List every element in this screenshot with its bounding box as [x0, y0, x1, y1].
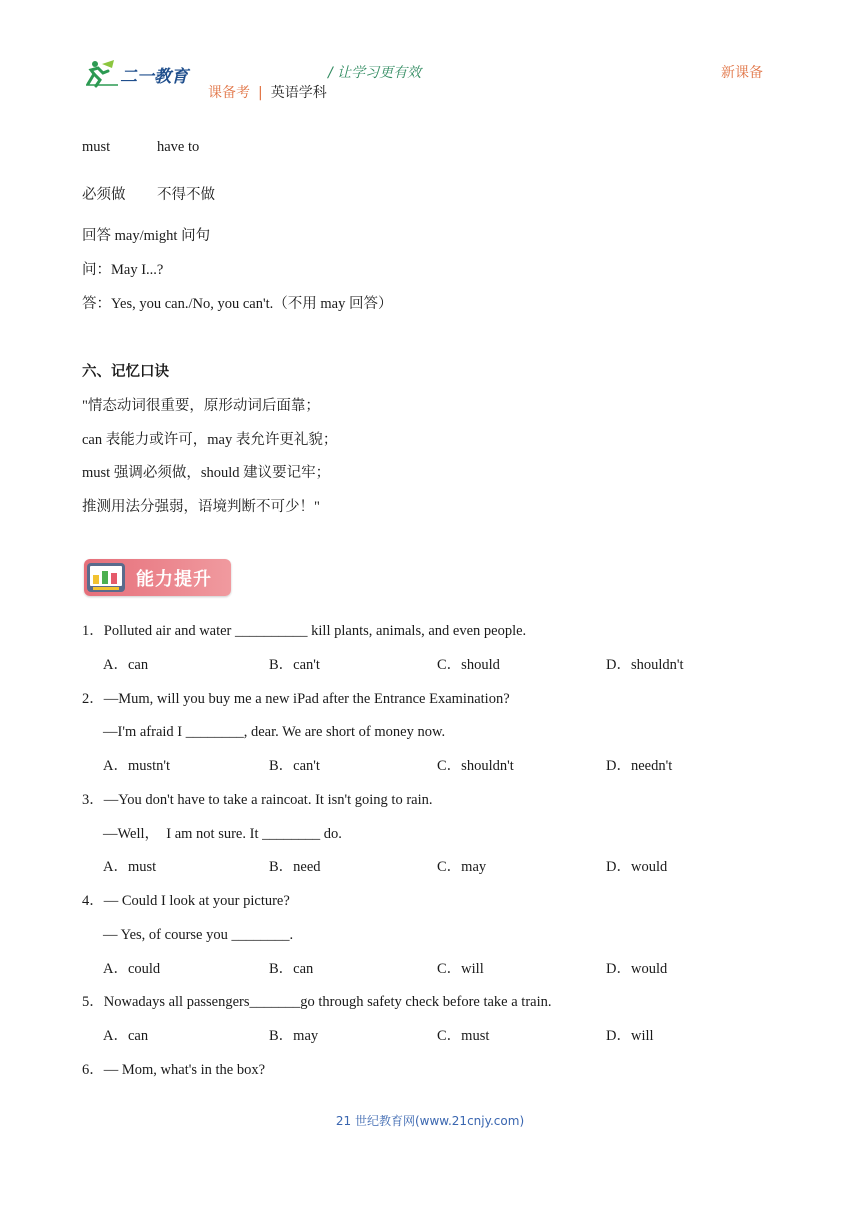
- question-number: 5．: [82, 994, 104, 1010]
- option-b[interactable]: B．may: [269, 1028, 319, 1044]
- new-course-label: 新课备: [721, 65, 763, 81]
- option-b[interactable]: B．can: [269, 961, 314, 977]
- question-number: 2．: [82, 691, 104, 707]
- option-c[interactable]: C．may: [437, 859, 487, 875]
- brand-logo: [84, 58, 190, 88]
- answer-notes-question: 问：May I...?: [82, 262, 164, 278]
- question-3: [82, 790, 433, 810]
- option-d[interactable]: D．will: [606, 1028, 654, 1044]
- answer-notes-title: 回答 may/might 问句: [82, 228, 211, 244]
- chart-board-icon: [87, 563, 125, 592]
- footer-source: 21 世纪教育网(www.21cnjy.com): [335, 1114, 525, 1128]
- mnemonic-line: must 强调必须做，should 建议要记牢；: [82, 465, 331, 481]
- question-number: 3．: [82, 792, 104, 808]
- subject-label: 英语学科: [270, 85, 327, 101]
- question-stem: — Mom, what's in the box?: [103, 1062, 266, 1078]
- option-d[interactable]: D．shouldn't: [606, 657, 684, 673]
- section-banner-label: 能力提升: [136, 569, 212, 590]
- mnemonic-line: can 表能力或许可，may 表允许更礼貌；: [82, 432, 338, 448]
- question-stem: —You don't have to take a raincoat. It isn't going to rain.: [103, 792, 433, 808]
- option-a[interactable]: A．can: [103, 1028, 149, 1044]
- compare-word-must: must: [82, 139, 111, 155]
- option-d[interactable]: D．would: [606, 859, 668, 875]
- question-stem: Nowadays all passengers_______go through safety check before take a train.: [103, 994, 552, 1010]
- question-2: [82, 689, 510, 709]
- compare-meaning-have-to: 不得不做: [157, 187, 215, 203]
- slogan: / 让学习更有效: [328, 65, 422, 81]
- question-6: [82, 1060, 265, 1080]
- compare-word-have-to: have to: [157, 139, 200, 155]
- question-1: [82, 621, 526, 641]
- question-stem-reply: — Yes, of course you ________.: [103, 927, 294, 943]
- question-stem: Polluted air and water __________ kill plants, animals, and even people.: [103, 623, 527, 639]
- mnemonic-line: "情态动词很重要，原形动词后面靠；: [82, 398, 320, 414]
- course-label: 课备考: [208, 85, 250, 101]
- logo-text: 二一教育: [120, 67, 188, 87]
- subject-line: [208, 82, 327, 102]
- question-number: 1．: [82, 623, 104, 639]
- option-a[interactable]: A．could: [103, 961, 161, 977]
- question-stem: —Mum, will you buy me a new iPad after the Entrance Examination?: [103, 691, 510, 707]
- option-c[interactable]: C．should: [437, 657, 500, 673]
- question-5: [82, 992, 552, 1012]
- header-separator: |: [258, 85, 263, 101]
- option-c[interactable]: C．will: [437, 961, 484, 977]
- section-banner: [84, 559, 231, 596]
- mnemonic-heading: 六、记忆口诀: [82, 364, 169, 380]
- option-c[interactable]: C．shouldn't: [437, 758, 514, 774]
- question-stem: — Could I look at your picture?: [103, 893, 290, 909]
- option-c[interactable]: C．must: [437, 1028, 490, 1044]
- option-b[interactable]: B．can't: [269, 657, 320, 673]
- question-number: 6．: [82, 1062, 104, 1078]
- mnemonic-line: 推测用法分强弱，语境判断不可少！": [82, 499, 320, 515]
- answer-notes-answer: 答：Yes, you can./No, you can't.（不用 may 回答）: [82, 296, 393, 312]
- option-d[interactable]: D．needn't: [606, 758, 673, 774]
- question-stem-reply: —Well， I am not sure. It ________ do.: [103, 826, 342, 842]
- option-d[interactable]: D．would: [606, 961, 668, 977]
- question-number: 4．: [82, 893, 104, 909]
- option-a[interactable]: A．can: [103, 657, 149, 673]
- option-a[interactable]: A．mustn't: [103, 758, 171, 774]
- question-stem-reply: —I'm afraid I ________, dear. We are short of money now.: [103, 724, 446, 740]
- option-b[interactable]: B．need: [269, 859, 321, 875]
- compare-meaning-must: 必须做: [82, 187, 126, 203]
- question-4: [82, 891, 290, 911]
- option-a[interactable]: A．must: [103, 859, 157, 875]
- option-b[interactable]: B．can't: [269, 758, 320, 774]
